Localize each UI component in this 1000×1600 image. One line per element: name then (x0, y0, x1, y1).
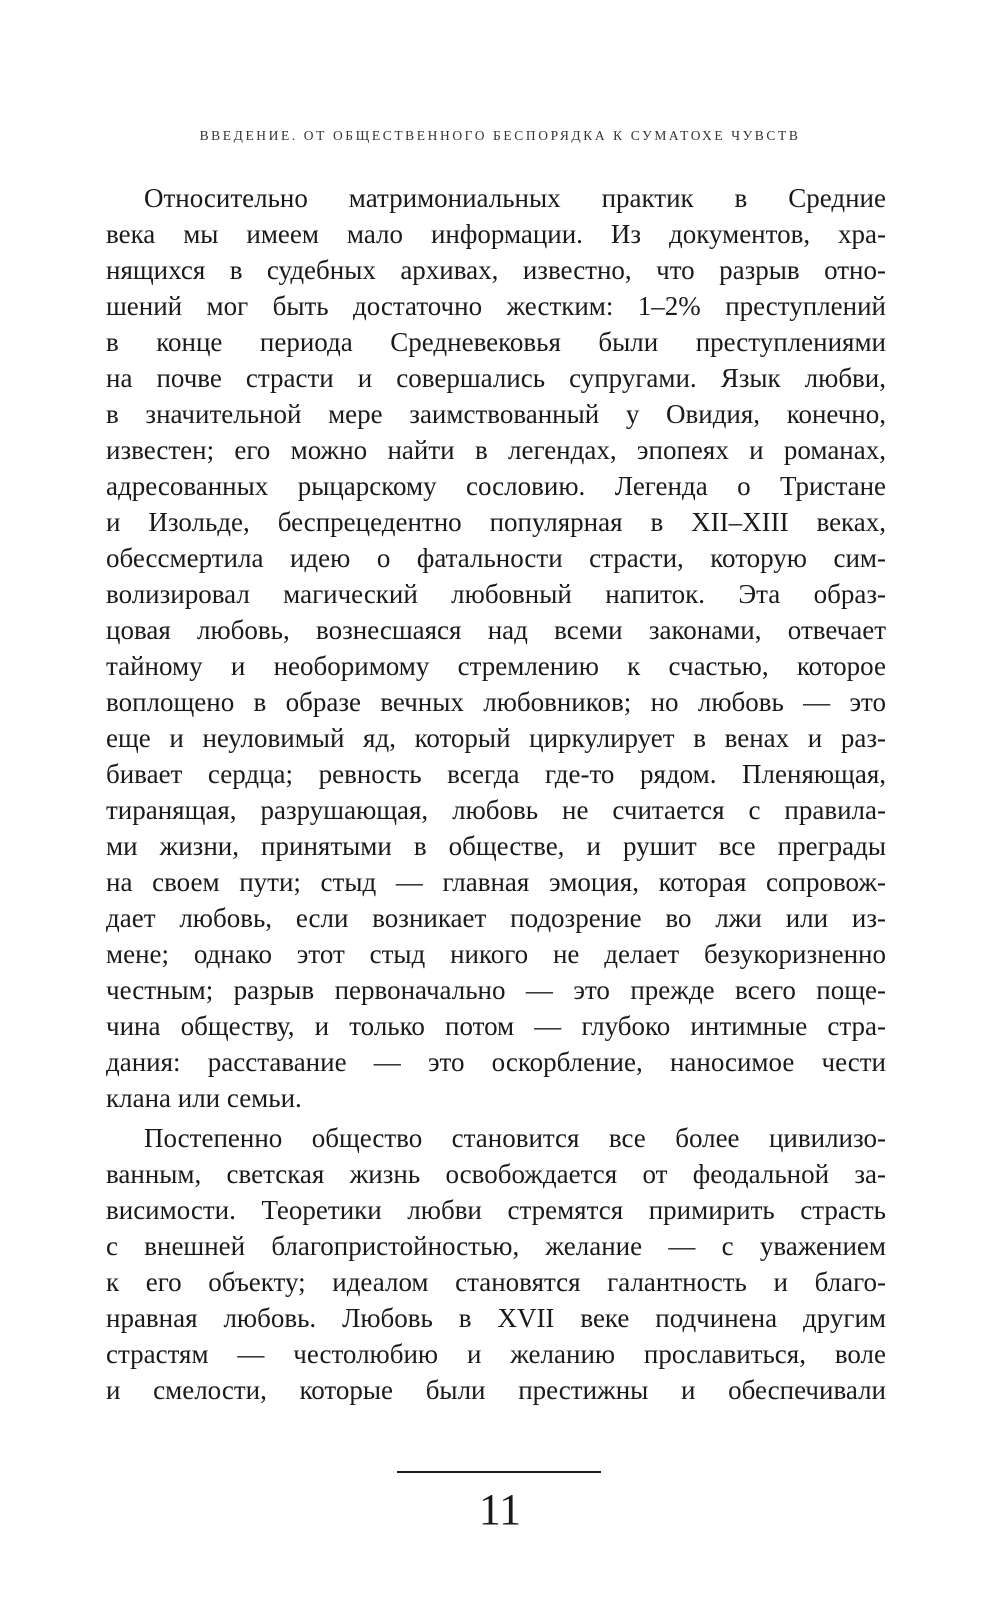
text-line: на почве страсти и совершались супругами. Язык любви, (106, 363, 886, 393)
text-line: волизировал магический любовный напиток. Эта образ- (106, 579, 886, 609)
text-line: и Изольде, беспрецедентно популярная в XII–XIII веках, (106, 507, 886, 537)
page-number: 11 (478, 1485, 522, 1534)
text-line: нравная любовь. Любовь в XVII веке подчинена другим (106, 1303, 886, 1333)
running-head: ВВЕДЕНИЕ. ОТ ОБЩЕСТВЕННОГО БЕСПОРЯДКА К СУМАТОХЕ ЧУВСТВ (199, 128, 801, 143)
text-line: к его объекту; идеалом становятся галантность и благо- (106, 1267, 886, 1297)
text-line: тайному и необоримому стремлению к счастью, которое (106, 651, 886, 681)
text-line: честным; разрыв первоначально — это прежде всего поще- (106, 975, 886, 1005)
text-line: в конце периода Средневековья были преступлениями (106, 327, 886, 357)
paragraph-1 (106, 180, 886, 1116)
text-line: и смелости, которые были престижны и обеспечивали (106, 1375, 886, 1405)
text-line: чина обществу, и только потом — глубоко интимные стра- (106, 1011, 886, 1041)
text-line: ванным, светская жизнь освобождается от феодальной за- (106, 1159, 886, 1189)
text-line: цовая любовь, вознесшаяся над всеми законами, отвечает (106, 615, 886, 645)
text-line: мене; однако этот стыд никого не делает безукоризненно (106, 939, 886, 969)
text-line: века мы имеем мало информации. Из документов, хра- (106, 219, 886, 249)
text-line: в значительной мере заимствованный у Овидия, конечно, (106, 399, 886, 429)
text-line: ми жизни, принятыми в обществе, и рушит все преграды (106, 831, 886, 861)
text-line: с внешней благопристойностью, желание — с уважением (106, 1231, 886, 1261)
text-line: известен; его можно найти в легендах, эпопеях и романах, (106, 435, 886, 465)
text-line: дает любовь, если возникает подозрение во лжи или из- (106, 903, 886, 933)
text-line: тиранящая, разрушающая, любовь не считается с правила- (106, 795, 886, 825)
text-line: дания: расставание — это оскорбление, наносимое чести (106, 1047, 886, 1077)
text-line: клана или семьи. (106, 1083, 302, 1113)
text-line: еще и неуловимый яд, который циркулирует в венах и раз- (106, 723, 886, 753)
text-line: бивает сердца; ревность всегда где-то рядом. Пленяющая, (106, 759, 886, 789)
text-line: висимости. Теоретики любви стремятся примирить страсть (106, 1195, 886, 1225)
text-line: Постепенно общество становится все более цивилизо- (144, 1123, 886, 1153)
footer-rule (397, 1471, 601, 1473)
text-line: адресованных рыцарскому сословию. Легенда о Тристане (106, 471, 886, 501)
text-line: на своем пути; стыд — главная эмоция, которая сопровож- (106, 867, 886, 897)
text-body (106, 180, 886, 1408)
text-line: Относительно матримониальных практик в Средние (144, 183, 886, 213)
text-line: страстям — честолюбию и желанию прославиться, воле (106, 1339, 886, 1369)
text-line: нящихся в судебных архивах, известно, что разрыв отно- (106, 255, 886, 285)
paragraph-2 (106, 1120, 886, 1408)
text-line: обессмертила идею о фатальности страсти, которую сим- (106, 543, 886, 573)
text-line: воплощено в образе вечных любовников; но любовь — это (106, 687, 886, 717)
text-line: шений мог быть достаточно жестким: 1–2% преступлений (106, 291, 886, 321)
